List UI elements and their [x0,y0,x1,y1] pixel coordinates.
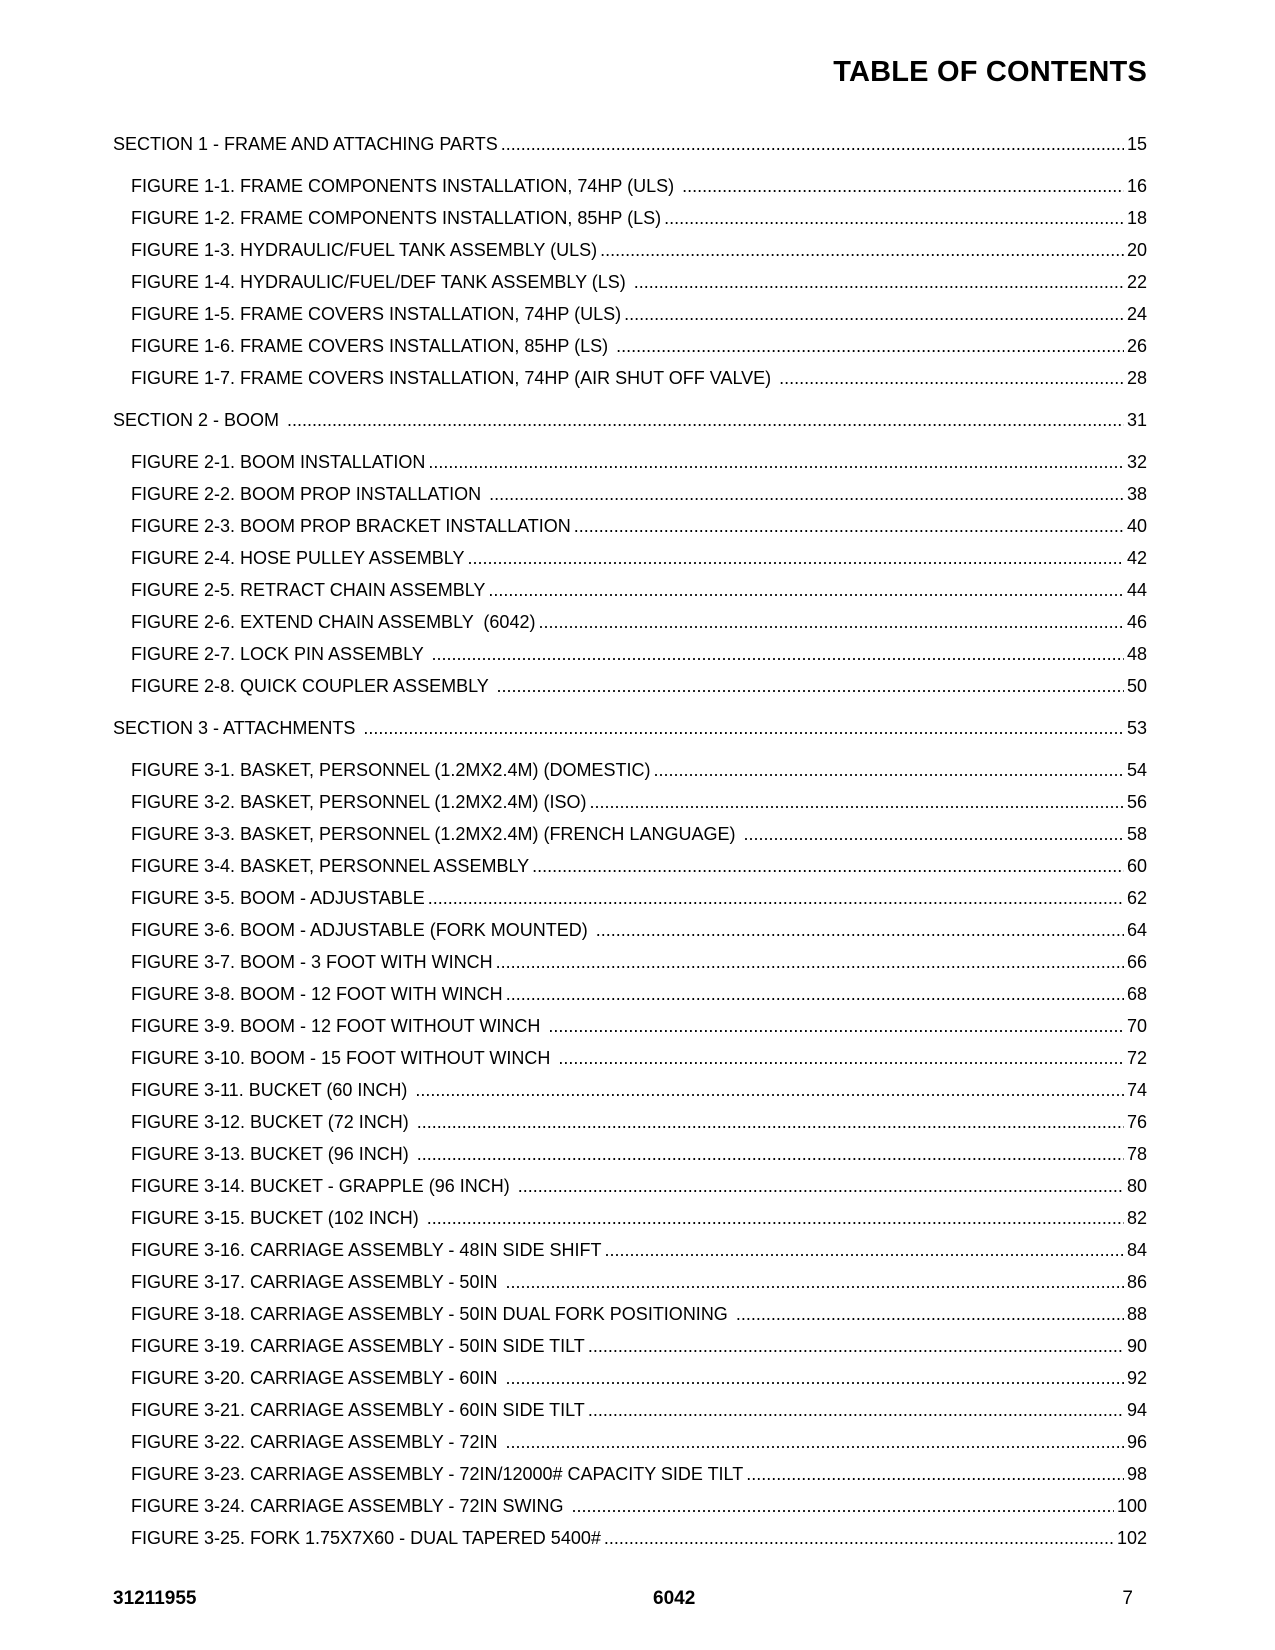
toc-figure-entry-label: FIGURE 3-1. BASKET, PERSONNEL (1.2MX2.4M) (DOMESTIC) [131,760,651,780]
toc-figure-entry-label: FIGURE 3-8. BOOM - 12 FOOT WITH WINCH [131,984,503,1004]
toc-figure-entry-page: 42 [1126,548,1147,568]
toc-figure-entry-label: FIGURE 3-23. CARRIAGE ASSEMBLY - 72IN/12000# CAPACITY SIDE TILT [131,1464,744,1484]
toc-figure-entry[interactable] [113,1330,1147,1362]
toc-section-entry[interactable] [113,128,1147,160]
page-footer [113,1588,1147,1618]
toc-figure-entry-page: 72 [1126,1048,1147,1068]
toc-section-entry-label: SECTION 2 - BOOM [113,410,285,430]
toc-figure-entry-page: 66 [1126,952,1147,972]
toc-figure-entry-page: 100 [1116,1496,1147,1516]
toc-figure-entry[interactable] [113,914,1147,946]
dot-leader [600,234,1124,266]
toc-figure-entry[interactable] [113,606,1147,638]
dot-leader [779,362,1124,394]
toc-figure-entry[interactable] [113,1426,1147,1458]
toc-figure-entry-page: 32 [1126,452,1147,472]
dot-leader [505,1266,1124,1298]
dot-leader [574,510,1124,542]
toc-figure-entry[interactable] [113,170,1147,202]
dot-leader [558,1042,1124,1074]
toc-figure-entry-label: FIGURE 2-4. HOSE PULLEY ASSEMBLY [131,548,465,568]
toc-figure-entry-page: 74 [1126,1080,1147,1100]
toc-figure-entry-page: 38 [1126,484,1147,504]
toc-figure-entry-page: 78 [1126,1144,1147,1164]
toc-figure-entry-label: FIGURE 1-4. HYDRAULIC/FUEL/DEF TANK ASSEMBLY (LS) [131,272,631,292]
toc-figure-entry-label: FIGURE 3-10. BOOM - 15 FOOT WITHOUT WINCH [131,1048,556,1068]
dot-leader [496,670,1124,702]
toc-figure-entry[interactable] [113,670,1147,702]
toc-figure-entry-label: FIGURE 3-11. BUCKET (60 INCH) [131,1080,413,1100]
toc-figure-entry-page: 64 [1126,920,1147,940]
toc-figure-entry-page: 22 [1126,272,1147,292]
toc-figure-entry-page: 94 [1126,1400,1147,1420]
toc-figure-entry-page: 68 [1126,984,1147,1004]
toc-section-entry-label: SECTION 3 - ATTACHMENTS [113,718,361,738]
toc-figure-entry-label: FIGURE 3-3. BASKET, PERSONNEL (1.2MX2.4M) (FRENCH LANGUAGE) [131,824,741,844]
toc-section-entry-label: SECTION 1 - FRAME AND ATTACHING PARTS [113,134,498,154]
toc-figure-entry-page: 60 [1126,856,1147,876]
toc-figure-entry-label: FIGURE 1-7. FRAME COVERS INSTALLATION, 74HP (AIR SHUT OFF VALVE) [131,368,777,388]
toc-figure-entry-page: 28 [1126,368,1147,388]
toc-figure-entry-page: 86 [1126,1272,1147,1292]
dot-leader [496,946,1124,978]
toc-figure-entry[interactable] [113,234,1147,266]
dot-leader [518,1170,1124,1202]
toc-figure-entry-page: 82 [1126,1208,1147,1228]
toc-figure-entry[interactable] [113,1458,1147,1490]
toc-figure-entry[interactable] [113,1266,1147,1298]
toc-figure-entry-label: FIGURE 2-5. RETRACT CHAIN ASSEMBLY [131,580,486,600]
toc-figure-entry-label: FIGURE 3-4. BASKET, PERSONNEL ASSEMBLY [131,856,530,876]
toc-figure-entry-label: FIGURE 3-16. CARRIAGE ASSEMBLY - 48IN SIDE SHIFT [131,1240,602,1260]
toc-figure-entry-page: 84 [1126,1240,1147,1260]
toc-figure-entry-label: FIGURE 2-7. LOCK PIN ASSEMBLY [131,644,429,664]
toc-figure-entry[interactable] [113,266,1147,298]
dot-leader [505,1426,1124,1458]
toc-figure-entry-page: 40 [1126,516,1147,536]
toc-figure-entry-page: 50 [1126,676,1147,696]
page-title: TABLE OF CONTENTS [833,56,1147,88]
toc-figure-entry-label: FIGURE 3-19. CARRIAGE ASSEMBLY - 50IN SIDE TILT [131,1336,585,1356]
toc-figure-entry[interactable] [113,446,1147,478]
toc-figure-entry-label: FIGURE 2-3. BOOM PROP BRACKET INSTALLATION [131,516,571,536]
dot-leader [532,850,1124,882]
toc-figure-entry[interactable] [113,542,1147,574]
dot-leader [287,404,1124,436]
dot-leader [746,1458,1124,1490]
dot-leader [488,574,1124,606]
toc-figure-entry-page: 24 [1126,304,1147,324]
toc-figure-entry-label: FIGURE 3-14. BUCKET - GRAPPLE (96 INCH) [131,1176,515,1196]
toc-figure-entry[interactable] [113,330,1147,362]
toc-figure-entry-label: FIGURE 3-17. CARRIAGE ASSEMBLY - 50IN [131,1272,503,1292]
toc-figure-entry[interactable] [113,1234,1147,1266]
dot-leader [489,478,1124,510]
toc-figure-entry[interactable] [113,754,1147,786]
dot-leader [467,542,1124,574]
dot-leader [589,786,1124,818]
toc-figure-entry-page: 44 [1126,580,1147,600]
dot-leader [538,606,1124,638]
dot-leader [604,1234,1124,1266]
dot-leader [415,1074,1124,1106]
toc-figure-entry[interactable] [113,1106,1147,1138]
dot-leader [428,446,1124,478]
toc-figure-entry-label: FIGURE 1-5. FRAME COVERS INSTALLATION, 74HP (ULS) [131,304,622,324]
dot-leader [653,754,1124,786]
toc-figure-entry[interactable] [113,1394,1147,1426]
toc-figure-entry[interactable] [113,946,1147,978]
toc-figure-entry[interactable] [113,1042,1147,1074]
toc-figure-entry-page: 80 [1126,1176,1147,1196]
toc-figure-entry-page: 54 [1126,760,1147,780]
toc-figure-entry-page: 88 [1126,1304,1147,1324]
toc-figure-entry-page: 58 [1126,824,1147,844]
toc-figure-entry[interactable] [113,202,1147,234]
toc-figure-entry[interactable] [113,298,1147,330]
toc-figure-entry-page: 18 [1126,208,1147,228]
toc-figure-entry-page: 46 [1126,612,1147,632]
toc-section-entry[interactable] [113,712,1147,744]
toc-figure-entry-label: FIGURE 3-12. BUCKET (72 INCH) [131,1112,414,1132]
toc-figure-entry[interactable] [113,818,1147,850]
toc-figure-entry[interactable] [113,786,1147,818]
toc-figure-entry-label: FIGURE 1-3. HYDRAULIC/FUEL TANK ASSEMBLY (ULS) [131,240,598,260]
dot-leader [664,202,1124,234]
dot-leader [682,170,1124,202]
toc-figure-entry-page: 16 [1126,176,1147,196]
toc-figure-entry-page: 56 [1126,792,1147,812]
toc-figure-entry[interactable] [113,1010,1147,1042]
footer-doc-number: 31211955 [113,1588,197,1609]
toc-figure-entry[interactable] [113,882,1147,914]
toc-figure-entry-label: FIGURE 1-2. FRAME COMPONENTS INSTALLATION, 85HP (LS) [131,208,662,228]
toc-figure-entry-page: 26 [1126,336,1147,356]
toc-figure-entry[interactable] [113,1298,1147,1330]
toc-figure-entry-label: FIGURE 2-8. QUICK COUPLER ASSEMBLY [131,676,494,696]
toc-figure-entry-label: FIGURE 3-24. CARRIAGE ASSEMBLY - 72IN SWING [131,1496,569,1516]
toc-figure-entry[interactable] [113,478,1147,510]
toc-figure-entry-label: FIGURE 2-6. EXTEND CHAIN ASSEMBLY (6042) [131,612,536,632]
toc-figure-entry-page: 92 [1126,1368,1147,1388]
toc-figure-entry[interactable] [113,1202,1147,1234]
dot-leader [505,1362,1124,1394]
dot-leader [588,1394,1124,1426]
toc-figure-entry[interactable] [113,574,1147,606]
toc-figure-entry[interactable] [113,1170,1147,1202]
dot-leader [624,298,1124,330]
dot-leader [501,128,1124,160]
toc-figure-entry-label: FIGURE 2-1. BOOM INSTALLATION [131,452,426,472]
toc-figure-entry-page: 90 [1126,1336,1147,1356]
toc-figure-entry-label: FIGURE 3-7. BOOM - 3 FOOT WITH WINCH [131,952,493,972]
toc-figure-entry-label: FIGURE 3-15. BUCKET (102 INCH) [131,1208,424,1228]
toc-figure-entry[interactable] [113,1362,1147,1394]
dot-leader [417,1106,1124,1138]
toc-figure-entry[interactable] [113,1074,1147,1106]
toc-figure-entry[interactable] [113,978,1147,1010]
toc-figure-entry-page: 48 [1126,644,1147,664]
toc-figure-entry[interactable] [113,850,1147,882]
toc-figure-entry-page: 70 [1126,1016,1147,1036]
toc-figure-entry-page: 76 [1126,1112,1147,1132]
toc-section-entry-page: 53 [1126,718,1147,738]
toc-figure-entry-label: FIGURE 3-25. FORK 1.75X7X60 - DUAL TAPERED 5400# [131,1528,601,1548]
dot-leader [736,1298,1124,1330]
toc-figure-entry-label: FIGURE 3-6. BOOM - ADJUSTABLE (FORK MOUNTED) [131,920,593,940]
dot-leader [604,1522,1114,1554]
dot-leader [363,712,1124,744]
dot-leader [427,1202,1124,1234]
toc-figure-entry-page: 96 [1126,1432,1147,1452]
toc-figure-entry-label: FIGURE 2-2. BOOM PROP INSTALLATION [131,484,487,504]
toc-figure-entry-label: FIGURE 3-13. BUCKET (96 INCH) [131,1144,414,1164]
dot-leader [571,1490,1114,1522]
dot-leader [428,882,1124,914]
toc-figure-entry-label: FIGURE 1-1. FRAME COMPONENTS INSTALLATION, 74HP (ULS) [131,176,680,196]
toc-section-entry-page: 15 [1126,134,1147,154]
table-of-contents [113,128,1147,1554]
toc-figure-entry-label: FIGURE 1-6. FRAME COVERS INSTALLATION, 85HP (LS) [131,336,614,356]
toc-figure-entry-page: 62 [1126,888,1147,908]
toc-figure-entry[interactable] [113,1522,1147,1554]
footer-model: 6042 [653,1588,696,1609]
dot-leader [548,1010,1124,1042]
footer-page-number: 7 [1122,1588,1133,1609]
toc-figure-entry-label: FIGURE 3-5. BOOM - ADJUSTABLE [131,888,425,908]
dot-leader [506,978,1124,1010]
toc-figure-entry[interactable] [113,1138,1147,1170]
toc-section-entry-page: 31 [1126,410,1147,430]
toc-figure-entry-page: 102 [1116,1528,1147,1548]
dot-leader [743,818,1124,850]
toc-figure-entry-page: 98 [1126,1464,1147,1484]
dot-leader [431,638,1124,670]
dot-leader [634,266,1124,298]
dot-leader [616,330,1124,362]
toc-figure-entry[interactable] [113,510,1147,542]
toc-figure-entry[interactable] [113,1490,1147,1522]
dot-leader [417,1138,1124,1170]
toc-figure-entry[interactable] [113,362,1147,394]
toc-figure-entry-label: FIGURE 3-9. BOOM - 12 FOOT WITHOUT WINCH [131,1016,546,1036]
toc-figure-entry-label: FIGURE 3-20. CARRIAGE ASSEMBLY - 60IN [131,1368,503,1388]
toc-figure-entry-label: FIGURE 3-21. CARRIAGE ASSEMBLY - 60IN SIDE TILT [131,1400,585,1420]
toc-figure-entry[interactable] [113,638,1147,670]
toc-figure-entry-label: FIGURE 3-22. CARRIAGE ASSEMBLY - 72IN [131,1432,503,1452]
toc-section-entry[interactable] [113,404,1147,436]
toc-figure-entry-label: FIGURE 3-2. BASKET, PERSONNEL (1.2MX2.4M) (ISO) [131,792,587,812]
toc-figure-entry-page: 20 [1126,240,1147,260]
dot-leader [596,914,1124,946]
dot-leader [588,1330,1124,1362]
toc-figure-entry-label: FIGURE 3-18. CARRIAGE ASSEMBLY - 50IN DUAL FORK POSITIONING [131,1304,733,1324]
